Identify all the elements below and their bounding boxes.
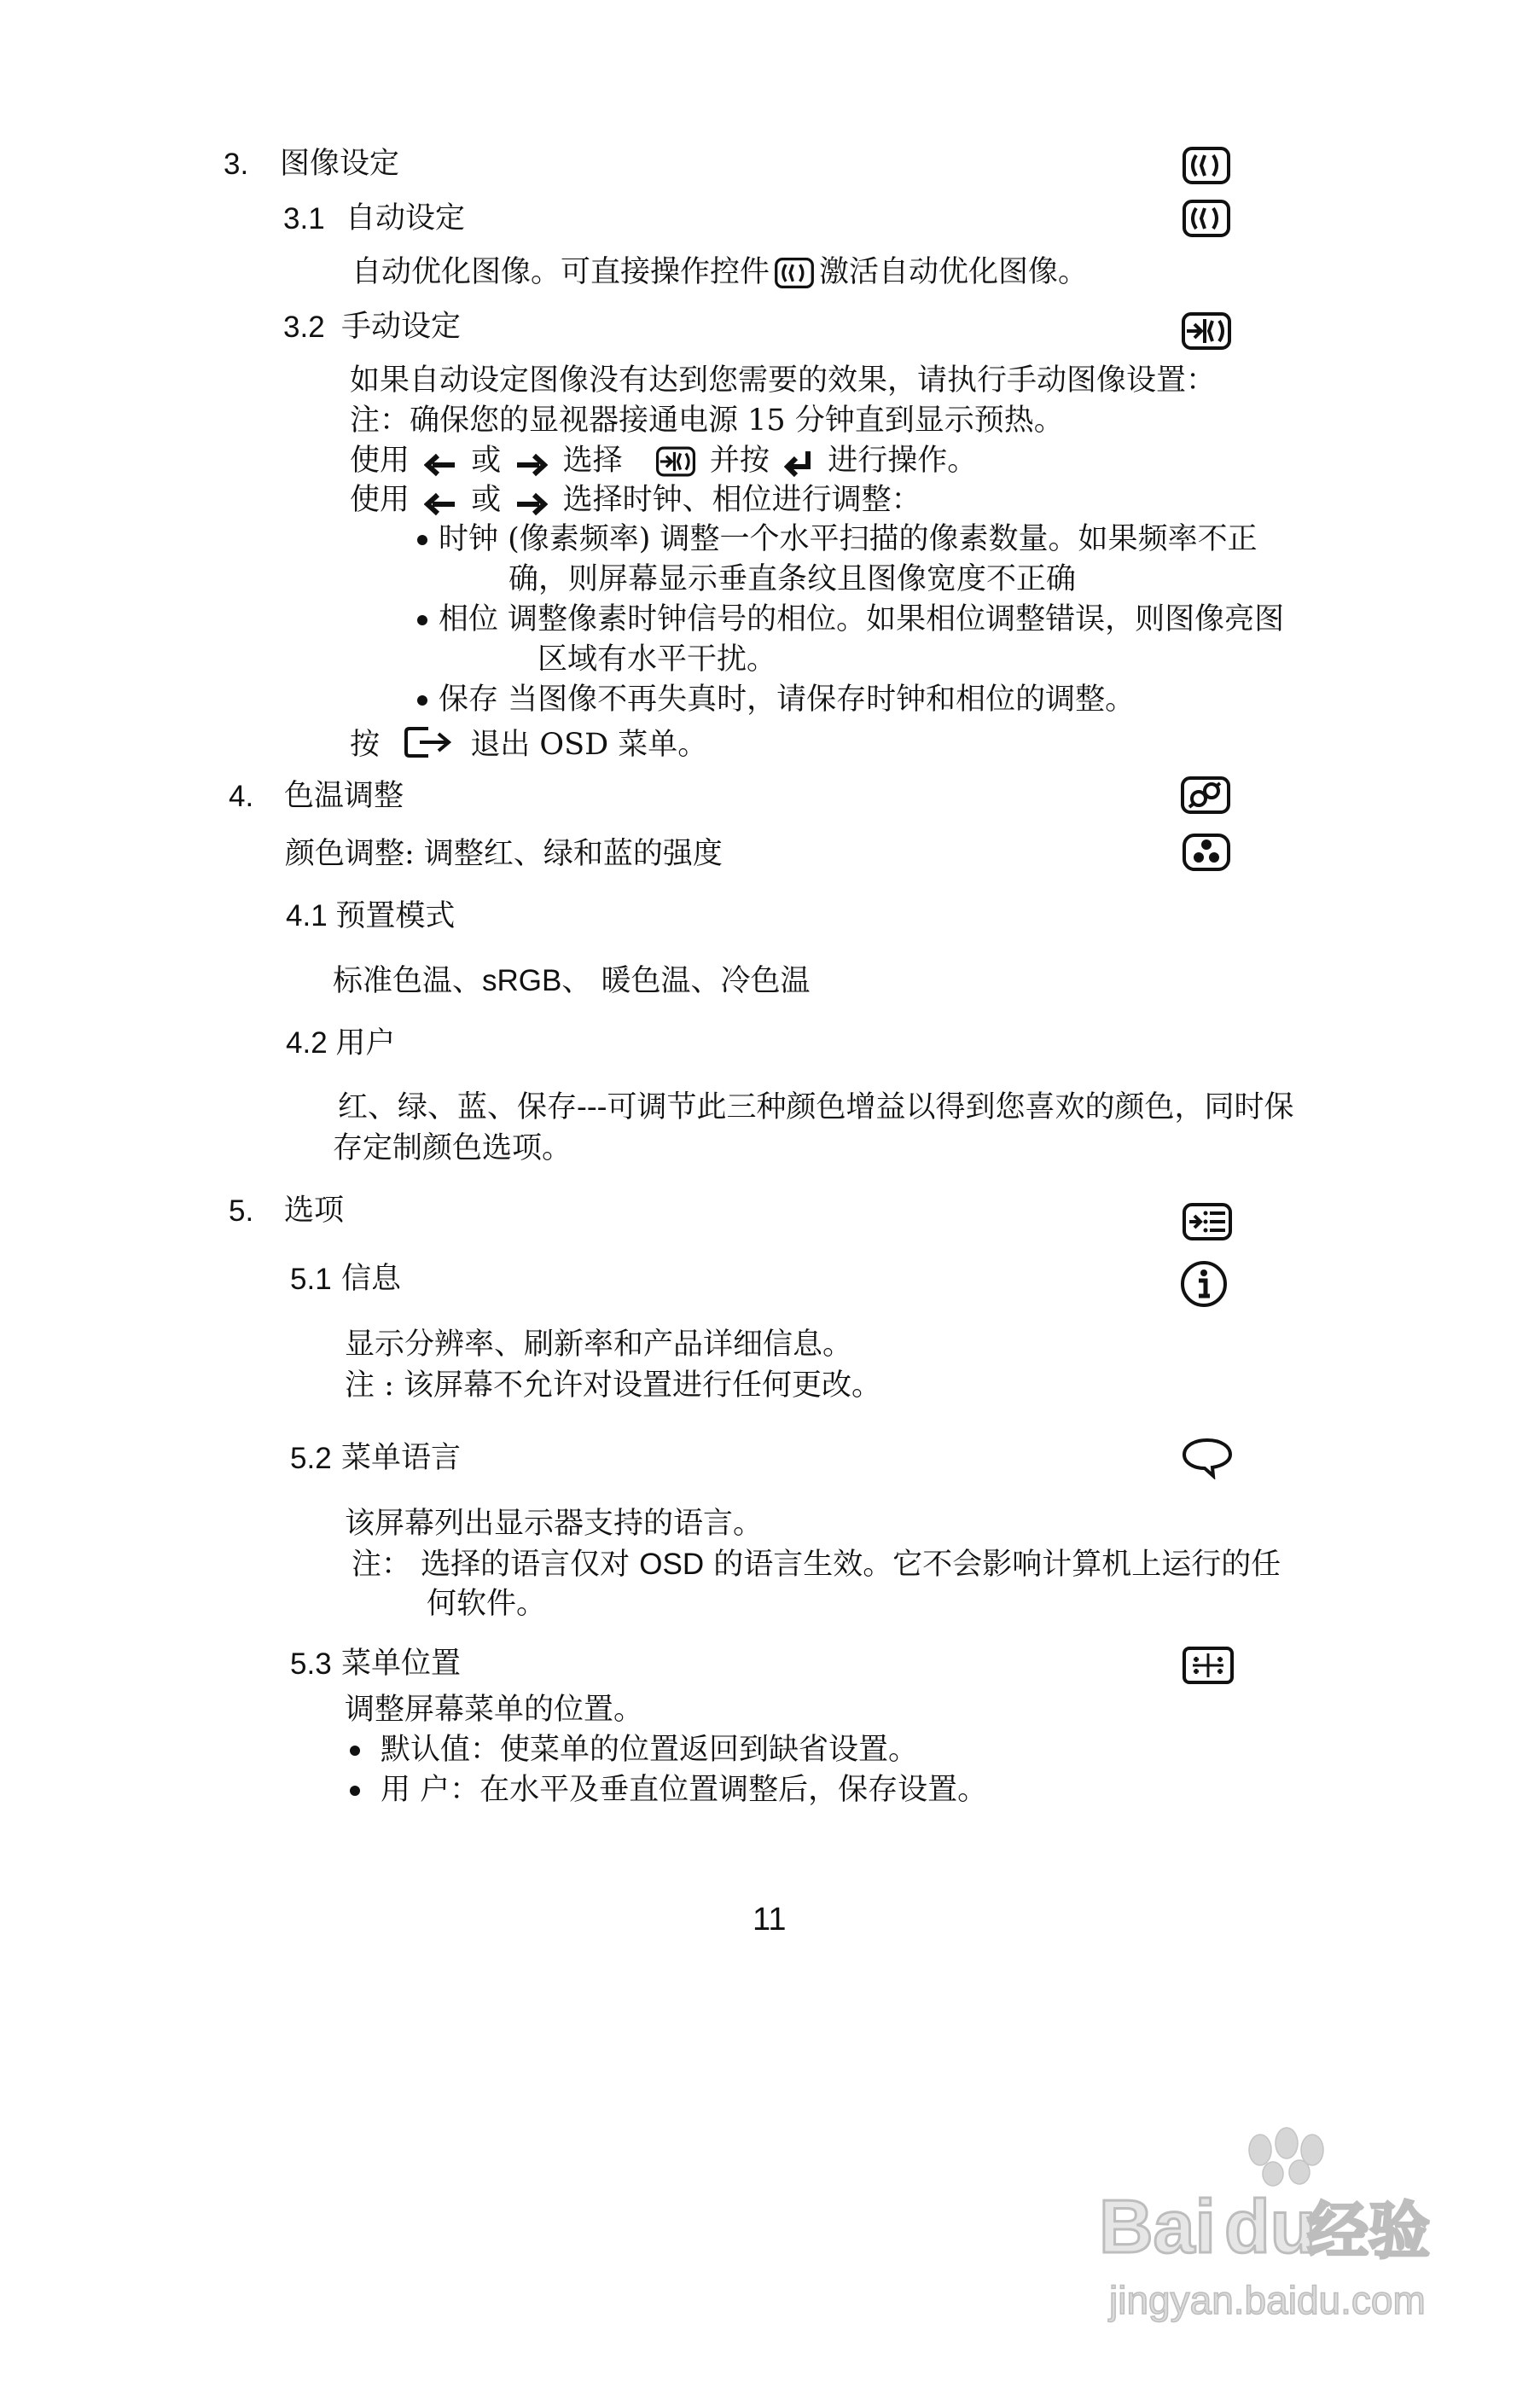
section-5-2-title: 菜单语言 <box>341 1441 462 1475</box>
section-3-1-title: 自动设定 <box>346 201 466 235</box>
section-5-3-title: 菜单位置 <box>341 1647 462 1681</box>
bullet-dot <box>417 695 427 706</box>
section-3-1-number: 3.1 <box>283 202 325 235</box>
manual-adjust-inline-icon <box>656 446 695 485</box>
manual-line-4-or: 或 <box>471 483 502 517</box>
clock-bullet-line-1: 时钟 (像素频率) 调整一个水平扫描的像素数量。如果频率不正 <box>439 522 1258 556</box>
language-note-c: 的语言生效。它不会影响计算机上运行的任 <box>713 1548 1281 1582</box>
exit-icon <box>403 723 456 769</box>
auto-adjust-inline-icon <box>775 258 814 296</box>
position-body-line-1: 调整屏幕菜单的位置。 <box>345 1693 644 1727</box>
manual-line-4-use: 使用 <box>350 483 410 517</box>
section-3-2-title: 手动设定 <box>341 310 462 344</box>
watermark-url: jingyan.baidu.com <box>1109 2278 1426 2322</box>
bullet-dot <box>417 535 427 545</box>
color-adjust-icon <box>1183 834 1230 871</box>
section-3-title: 图像设定 <box>280 147 400 181</box>
preset-modes-a: 标准色温、 <box>333 964 483 998</box>
info-body-note: 注 : 该屏幕不允许对设置进行任何更改。 <box>345 1368 882 1403</box>
section-4-1-title: 4.1 预置模式 <box>286 899 456 932</box>
baidu-watermark <box>1084 2124 1442 2350</box>
user-color-line-1: 红、绿、蓝、保存---可调节此三种颜色增益以得到您喜欢的颜色，同时保 <box>338 1090 1294 1124</box>
section-3-1-body-pre: 自动优化图像。可直接操作控件 <box>352 255 770 289</box>
manual-line-3-action: 进行操作。 <box>828 444 978 478</box>
preset-modes-srgb: sRGB <box>482 964 562 997</box>
phase-bullet-line-2: 区域有水平干扰。 <box>538 642 777 677</box>
section-5-1-number: 5.1 <box>290 1263 332 1296</box>
language-note-osd: OSD <box>639 1548 705 1581</box>
section-5-2-number: 5.2 <box>290 1442 332 1475</box>
manual-line-3 <box>350 444 977 485</box>
right-arrow-icon <box>515 450 548 485</box>
bullet-dot <box>350 1746 360 1756</box>
page-number: 11 <box>753 1902 787 1938</box>
left-arrow-icon <box>424 490 456 524</box>
manual-line-1: 如果自动设定图像没有达到您需要的效果，请执行手动图像设置： <box>350 363 1217 398</box>
section-4-number: 4. <box>229 780 254 813</box>
section-3-number: 3. <box>224 148 249 181</box>
position-default-bullet: 默认值：使菜单的位置返回到缺省设置。 <box>381 1733 919 1767</box>
language-note-line-1 <box>352 1548 1281 1582</box>
section-4-title: 色温调整 <box>284 779 404 813</box>
info-icon <box>1180 1260 1228 1308</box>
section-3-1-body <box>352 255 1088 296</box>
enter-icon <box>784 450 813 485</box>
language-note-a: 注： 选择的语言仅对 <box>352 1548 631 1582</box>
save-bullet-line: 保存 当图像不再失真时，请保存时钟和相位的调整。 <box>439 683 1136 717</box>
section-5-title: 选项 <box>284 1194 345 1228</box>
language-icon <box>1181 1437 1234 1479</box>
image-setup-icon <box>1183 147 1230 184</box>
manual-line-3-or: 或 <box>471 444 502 478</box>
exit-osd-text: 退出 OSD 菜单。 <box>470 728 708 762</box>
exit-osd-press: 按 <box>350 728 381 762</box>
section-5-3-number: 5.3 <box>290 1647 332 1681</box>
manual-line-3-press: 并按 <box>709 444 770 478</box>
auto-adjust-icon <box>1183 200 1230 237</box>
exit-osd-line <box>350 723 707 769</box>
watermark-brand-a: Bai <box>1099 2184 1216 2269</box>
section-5-1-title: 信息 <box>341 1262 402 1296</box>
section-3-1-body-post: 激活自动优化图像。 <box>819 255 1089 289</box>
bullet-dot <box>417 615 427 625</box>
options-icon <box>1183 1203 1232 1240</box>
menu-position-icon <box>1183 1647 1234 1684</box>
section-5-number: 5. <box>229 1194 254 1228</box>
left-arrow-icon <box>424 450 456 485</box>
manual-note-warmup: 注：确保您的显视器接通电源 15 分钟直到显示预热。 <box>350 404 1064 438</box>
right-arrow-icon <box>515 490 548 524</box>
manual-line-3-select: 选择 <box>562 444 623 478</box>
baidu-watermark-graphic <box>1084 2124 1442 2346</box>
info-body-line-1: 显示分辨率、刷新率和产品详细信息。 <box>345 1328 853 1362</box>
manual-line-4-select: 选择时钟、相位进行调整： <box>562 483 921 517</box>
section-4-2-title: 4.2 用户 <box>286 1026 396 1060</box>
color-adjust-description: 颜色调整: 调整红、绿和蓝的强度 <box>285 837 723 871</box>
manual-line-3-use: 使用 <box>350 444 410 478</box>
bullet-dot <box>350 1786 360 1796</box>
preset-modes-list <box>333 964 811 998</box>
clock-bullet-line-2: 确，则屏幕显示垂直条纹且图像宽度不正确 <box>508 562 1077 596</box>
manual-adjust-icon <box>1182 312 1231 350</box>
language-note-line-2: 何软件。 <box>427 1587 547 1621</box>
language-body-line-1: 该屏幕列出显示器支持的语言。 <box>345 1507 764 1541</box>
position-user-bullet: 用 户：在水平及垂直位置调整后，保存设置。 <box>381 1773 988 1807</box>
color-temp-icon <box>1181 776 1230 814</box>
manual-line-4 <box>350 483 921 524</box>
preset-modes-c: 、 暖色温、冷色温 <box>561 964 811 998</box>
user-color-line-2: 存定制颜色选项。 <box>333 1131 572 1165</box>
watermark-brand-c: 经验 <box>1307 2195 1431 2267</box>
section-3-2-number: 3.2 <box>283 311 325 344</box>
phase-bullet-line-1: 相位 调整像素时钟信号的相位。如果相位调整错误，则图像亮图 <box>439 602 1285 636</box>
watermark-brand-b: du <box>1224 2184 1316 2269</box>
